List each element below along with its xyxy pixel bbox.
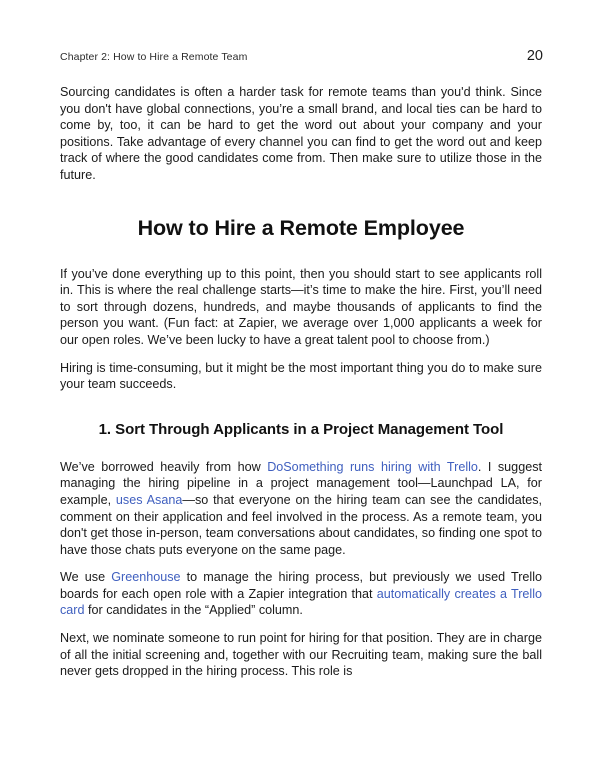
page-header: [60, 48, 543, 65]
link-greenhouse[interactable]: Greenhouse: [111, 570, 181, 585]
paragraph-hiring-time-consuming: Hiring is time-consuming, but it might be the most important thing you do to make sure your team succeeds.: [60, 360, 542, 392]
text-segment: to manage the hiring process, but previously we used Trello boards for each open role with a Zapier integration that: [60, 570, 542, 601]
spacer-before-section-title: [60, 184, 542, 215]
running-head-chapter-title: Chapter 2: How to Hire a Remote Team: [60, 51, 248, 63]
spacer-after-section-title: [60, 241, 542, 266]
subsection-heading-sort-through-applicants: 1. Sort Through Applicants in a Project Management Tool: [98, 420, 504, 438]
text-segment: We’ve borrowed heavily from how: [60, 459, 268, 474]
page-number: 20: [526, 48, 543, 64]
link-dosomething-runs-hiring-with-trello[interactable]: DoSomething runs hiring with Trello: [267, 459, 478, 474]
page-body: [60, 84, 542, 680]
paragraph-greenhouse-trello: [60, 569, 542, 619]
section-heading-how-to-hire: How to Hire a Remote Employee: [137, 215, 465, 240]
text-segment: We use: [60, 570, 112, 585]
spacer-before-subsection-title: [60, 393, 542, 420]
paragraph-borrowed-from-dosomething: [60, 459, 542, 559]
paragraph-sourcing-candidates: Sourcing candidates is often a harder task for remote teams than you'd think. Since you don't have global connections, you’re a small brand, and local ties can be hard to come by, too, it can be hard to get the word out about your company and your positions. Take advantage of every channel you can find to get the word out and keep track of where the good candidates come from. Then make sure to utilize those in the future.: [60, 85, 542, 182]
link-automatically-creates-a-trello-card[interactable]: automatically creates a Trello card: [60, 586, 542, 618]
text-segment: . I suggest managing the hiring pipeline in a project management tool—Launchpad LA, for example,: [60, 459, 542, 507]
link-uses-asana[interactable]: uses Asana: [115, 492, 183, 507]
paragraph-nominate-run-point: Next, we nominate someone to run point for hiring for that position. They are in charge of all the initial screening and, together with our Recruiting team, making sure the ball never gets dropped in the hiring process. This role is: [60, 631, 542, 679]
text-segment: for candidates in the “Applied” column.: [84, 603, 303, 618]
paragraph-applicants-roll-in: If you’ve done everything up to this point, then you should start to see applicants roll in. This is where the real challenge starts—it’s time to make the hire. First, you’ll need to sort through dozens, hundreds, and maybe thousands of applicants to find the person you want. (Fun fact: at Zapier, we average over 1,000 applicants a week for our open roles. We’ve been lucky to have a great talent pool to choose from.): [60, 266, 542, 347]
text-segment: —so that everyone on the hiring team can see the candidates, comment on their application and feel involved in the process. As a remote team, you don't get those in-person, team conversations about candidates, so finding one spot to have those chats puts everyone on the same page.: [60, 492, 543, 557]
spacer-after-subsection-title: [60, 440, 542, 459]
